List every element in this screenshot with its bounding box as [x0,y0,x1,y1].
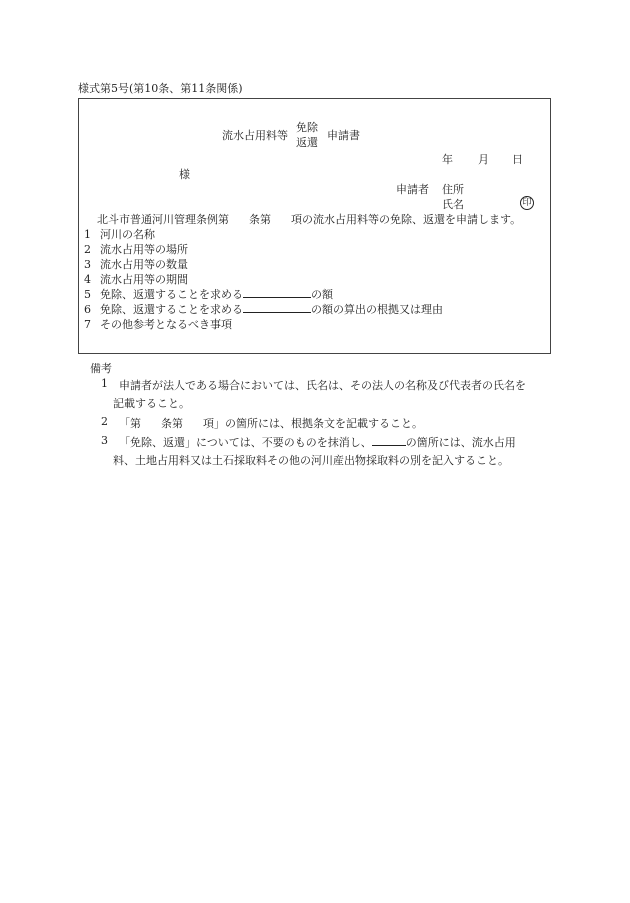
note-2-prefix: 「第 [119,417,141,430]
item-number: 2 [84,243,91,256]
item-number: 7 [84,318,91,331]
statement-suffix: 項の流水占用料等の免除、返還を申請します。 [291,213,522,226]
date-year: 年 [442,153,453,166]
note-3-line-2: 料、土地占用料又は土石採取料その他の河川産出物採取料の別を記入すること。 [113,454,509,467]
item-number: 3 [84,258,91,271]
note-1-number: 1 [101,377,108,390]
title-option-refund: 返還 [296,136,318,149]
form-title-prefix: 流水占用料等 [222,129,288,142]
fee-type-blank [372,435,406,446]
note-3-line-1 [119,434,516,450]
item-number: 6 [84,303,91,316]
item-text-prefix: 免除、返還することを求める [100,303,243,316]
note-3-prefix: 「免除、返還」については、不要のものを抹消し、 [119,436,372,449]
addressee-sama: 様 [179,168,190,181]
statement-article: 条第 [249,213,271,226]
address-label: 住所 [442,183,464,196]
application-statement [97,211,521,227]
item-number: 5 [84,288,91,301]
item-3 [84,256,188,272]
seal-mark: 印 [520,196,534,210]
note-2-text [119,415,423,431]
item-text-prefix: 免除、返還することを求める [100,288,243,301]
date-day: 日 [512,153,523,166]
fee-type-blank [243,302,311,313]
item-6 [84,301,443,317]
item-text: その他参考となるべき事項 [100,318,232,331]
form-number-header: 様式第5号(第10条、第11条関係) [78,82,243,95]
item-7 [84,316,232,332]
item-text: 流水占用等の場所 [100,243,188,256]
form-title-options [296,120,318,150]
note-2-suffix: 項」の箇所には、根拠条文を記載すること。 [203,417,423,430]
note-2-number: 2 [101,415,108,428]
statement-prefix: 北斗市普通河川管理条例第 [97,213,229,226]
item-5 [84,286,333,302]
item-text-suffix: の額の算出の根拠又は理由 [311,303,443,316]
item-text-suffix: の額 [311,288,333,301]
applicant-label: 申請者 [396,183,429,196]
note-1-line-2: 記載すること。 [113,397,190,410]
note-1-line-1: 申請者が法人である場合においては、氏名は、その法人の名称及び代表者の氏名を [119,379,526,392]
item-number: 1 [84,228,91,241]
item-2 [84,241,188,257]
name-label: 氏名 [442,198,464,211]
fee-type-blank [243,287,311,298]
note-3-number: 3 [101,434,108,447]
notes-heading: 備考 [90,362,112,375]
title-option-exemption: 免除 [296,121,318,134]
item-text: 流水占用等の数量 [100,258,188,271]
item-4 [84,271,188,287]
item-1 [84,226,155,242]
note-3-suffix: の箇所には、流水占用 [405,436,516,449]
item-text: 流水占用等の期間 [100,273,188,286]
item-text: 河川の名称 [100,228,155,241]
date-month: 月 [478,153,489,166]
form-title-suffix: 申請書 [327,129,360,142]
note-2-middle: 条第 [161,417,183,430]
item-number: 4 [84,273,91,286]
